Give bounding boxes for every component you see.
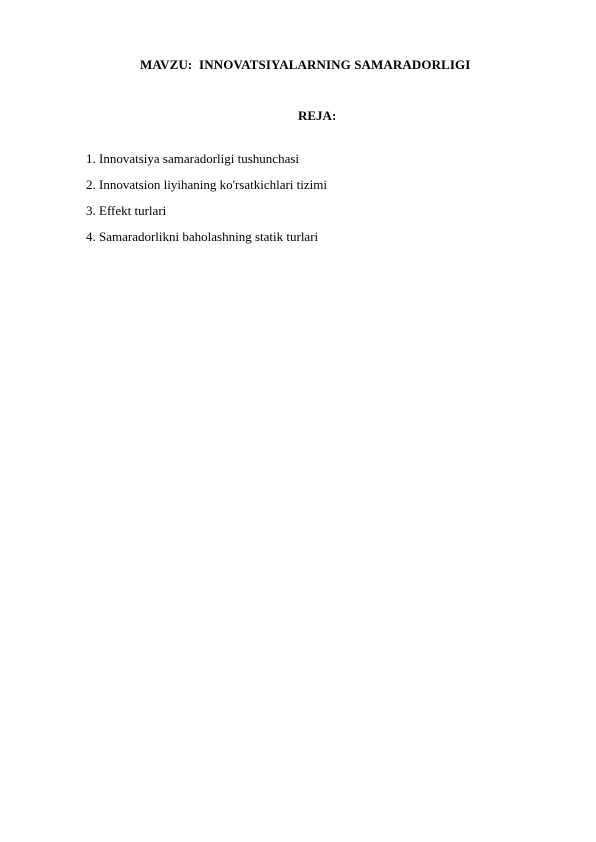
plan-list [86, 151, 327, 255]
plan-item-2: 2. Innovatsion liyihaning ko'rsatkichlari tizimi [86, 177, 327, 192]
plan-item-3: 3. Effekt turlari [86, 203, 167, 218]
document-title: MAVZU: INNOVATSIYALARNING SAMARADORLIGI [140, 57, 471, 72]
plan-item-4: 4. Samaradorlikni baholashning statik turlari [86, 229, 319, 244]
plan-heading: REJA: [298, 108, 337, 123]
plan-item-1: 1. Innovatsiya samaradorligi tushunchasi [86, 151, 300, 166]
